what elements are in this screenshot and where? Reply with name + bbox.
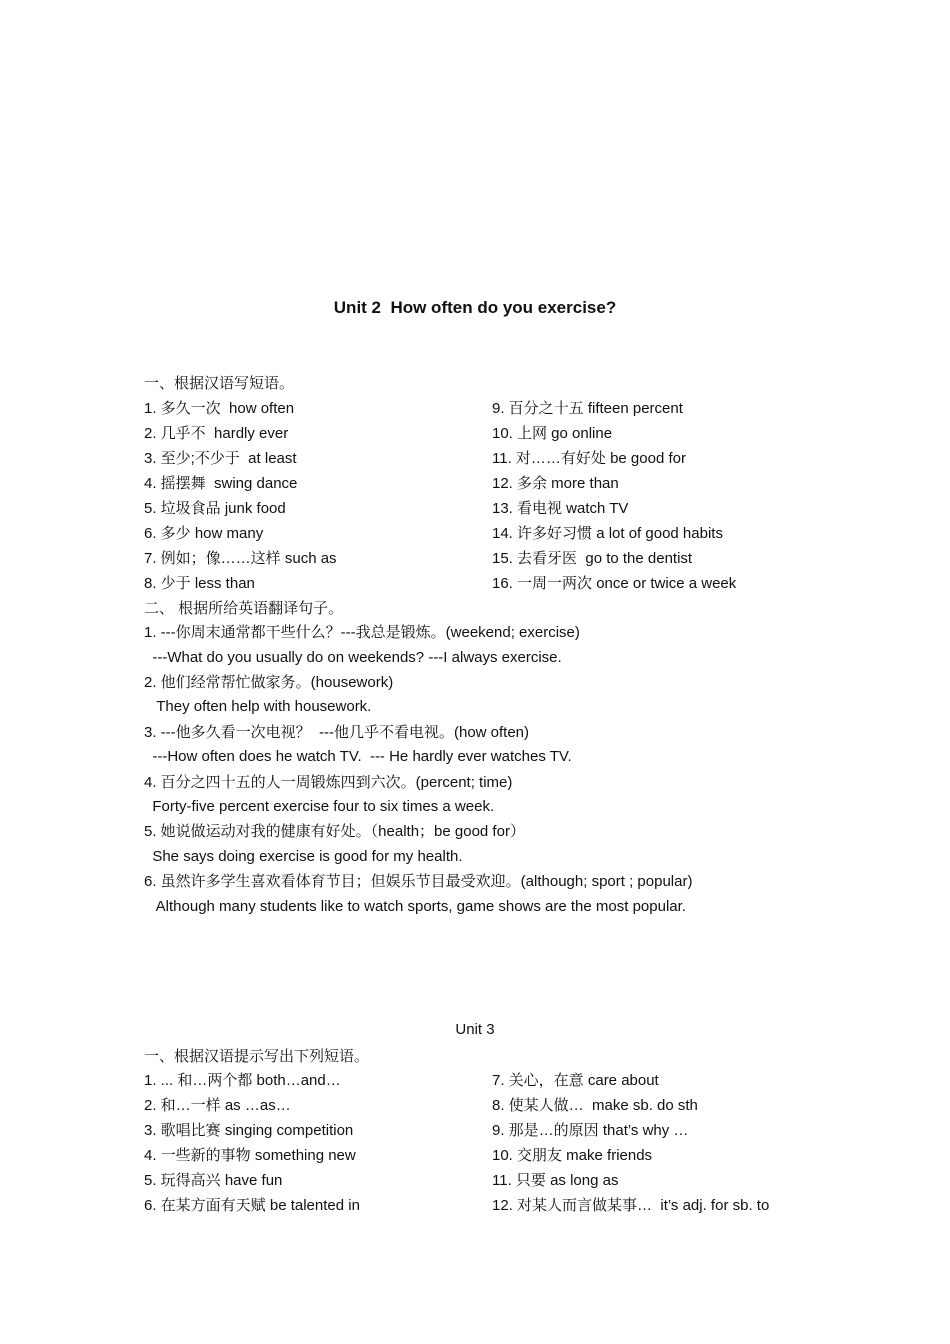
unit3-title: Unit 3: [455, 1021, 495, 1038]
unit3-phrase-11: 11. 只要 as long as: [492, 1172, 619, 1189]
unit2-phrase-10: 10. 上网 go online: [492, 425, 613, 442]
unit2-phrase-5: 5. 垃圾食品 junk food: [144, 500, 286, 517]
unit2-sentence-5-question: 5. 她说做运动对我的健康有好处。（health；be good for）: [144, 823, 525, 840]
unit3-section1-heading: 一、根据汉语提示写出下列短语。: [144, 1048, 370, 1065]
unit2-phrase-1: 1. 多久一次 how often: [144, 400, 295, 417]
unit3-phrase-8: 8. 使某人做… make sb. do sth: [492, 1097, 698, 1114]
unit2-phrase-4: 4. 摇摆舞 swing dance: [144, 475, 298, 492]
unit2-phrase-8: 8. 少于 less than: [144, 575, 255, 592]
unit2-sentence-3-answer: ---How often does he watch TV. --- He hardly ever watches TV.: [144, 748, 572, 765]
unit2-phrase-15: 15. 去看牙医 go to the dentist: [492, 550, 693, 567]
unit3-phrase-9: 9. 那是…的原因 that’s why …: [492, 1122, 689, 1139]
unit2-title: Unit 2 How often do you exercise?: [333, 298, 617, 317]
unit2-phrase-13: 13. 看电视 watch TV: [492, 500, 629, 517]
unit2-sentence-6-answer: Although many students like to watch sports, game shows are the most popular.: [144, 898, 686, 915]
unit2-phrase-6: 6. 多少 how many: [144, 525, 264, 542]
unit2-phrase-14: 14. 许多好习惯 a lot of good habits: [492, 525, 723, 542]
unit2-section1-heading: 一、根据汉语写短语。: [144, 375, 295, 392]
unit2-phrase-16: 16. 一周一两次 once or twice a week: [492, 575, 737, 592]
unit2-sentence-1-question: 1. ---你周末通常都干些什么？---我总是锻炼。(weekend; exercise): [144, 624, 580, 641]
unit3-phrase-3: 3. 歌唱比赛 singing competition: [144, 1122, 354, 1139]
unit2-phrase-12: 12. 多余 more than: [492, 475, 619, 492]
unit2-phrase-7: 7. 例如；像……这样 such as: [144, 550, 337, 567]
unit2-sentence-4-answer: Forty-five percent exercise four to six times a week.: [144, 798, 495, 815]
unit3-phrase-5: 5. 玩得高兴 have fun: [144, 1172, 283, 1189]
unit3-phrase-6: 6. 在某方面有天赋 be talented in: [144, 1197, 360, 1214]
unit2-phrase-2: 2. 几乎不 hardly ever: [144, 425, 289, 442]
unit2-sentence-3-question: 3. ---他多久看一次电视？ ---他几乎不看电视。(how often): [144, 724, 530, 741]
unit3-phrase-4: 4. 一些新的事物 something new: [144, 1147, 356, 1164]
unit3-phrase-12: 12. 对某人而言做某事… it’s adj. for sb. to: [492, 1197, 770, 1214]
unit2-sentence-5-answer: She says doing exercise is good for my health.: [144, 848, 463, 865]
unit2-section2-heading: 二、 根据所给英语翻译句子。: [144, 600, 344, 617]
unit2-phrase-9: 9. 百分之十五 fifteen percent: [492, 400, 683, 417]
unit2-phrase-3: 3. 至少;不少于 at least: [144, 450, 297, 467]
unit3-phrase-10: 10. 交朋友 make friends: [492, 1147, 653, 1164]
unit2-sentence-1-answer: ---What do you usually do on weekends? ---I always exercise.: [144, 649, 562, 666]
unit2-sentence-6-question: 6. 虽然许多学生喜欢看体育节目；但娱乐节目最受欢迎。(although; sport ; popular): [144, 873, 693, 890]
unit3-phrase-1: 1. ... 和…两个都 both…and…: [144, 1072, 341, 1089]
unit3-phrase-7: 7. 关心，在意 care about: [492, 1072, 659, 1089]
unit2-sentence-2-question: 2. 他们经常帮忙做家务。(housework): [144, 674, 394, 691]
unit2-phrase-11: 11. 对……有好处 be good for: [492, 450, 686, 467]
unit3-phrase-2: 2. 和…一样 as …as…: [144, 1097, 291, 1114]
unit2-sentence-4-question: 4. 百分之四十五的人一周锻炼四到六次。(percent; time): [144, 774, 513, 791]
unit2-sentence-2-answer: They often help with housework.: [144, 698, 372, 715]
